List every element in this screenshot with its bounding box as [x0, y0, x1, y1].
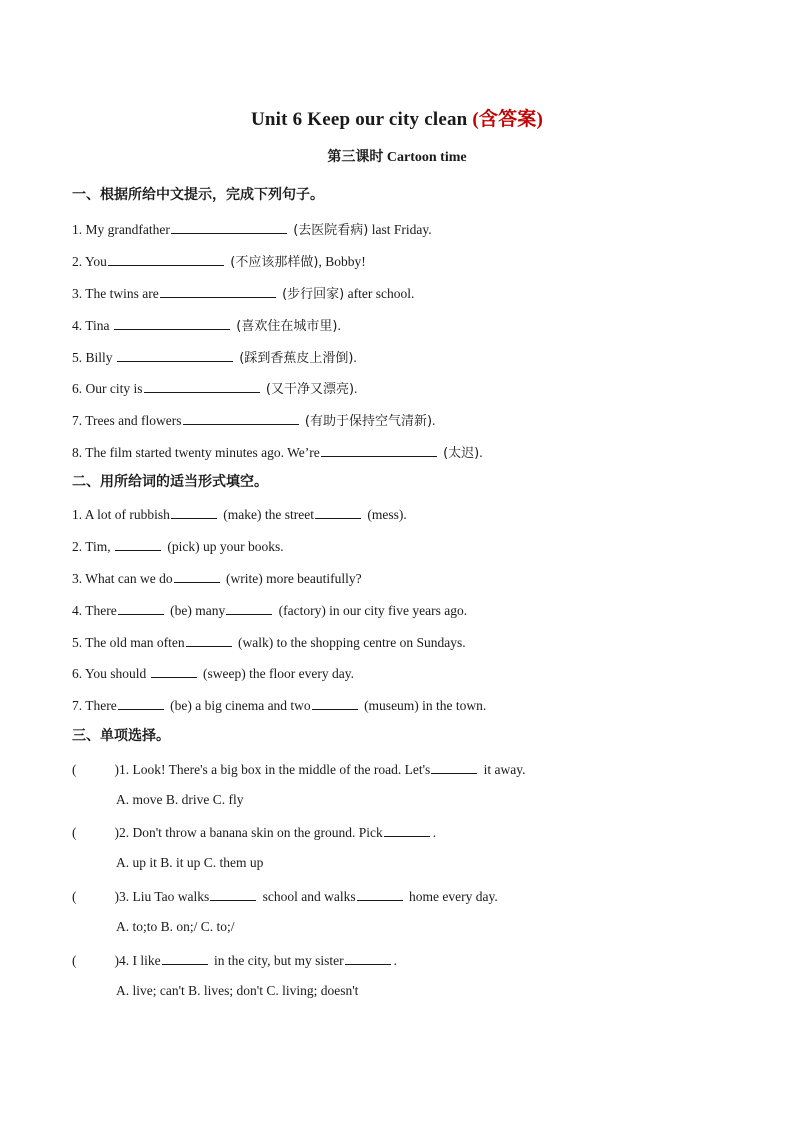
s1-item-text: 6. Our city is — [72, 381, 143, 396]
answer-blank[interactable] — [151, 664, 197, 678]
s2-item-text: 3. What can we do — [72, 571, 173, 586]
s2-item-text: (be) a big cinema and two — [170, 698, 311, 713]
answer-blank[interactable] — [144, 379, 260, 393]
s3-question-text: 4. I like — [119, 953, 161, 968]
s3-question-tail: . — [432, 825, 437, 840]
s1-item-tail: . — [354, 381, 358, 396]
section1-heading: 一、根据所给中文提示，完成下列句子。 — [72, 187, 324, 203]
s3-question-text: 1. Look! There's a big box in the middle of the road. Let's — [119, 762, 431, 777]
s1-item-tail: . — [479, 445, 483, 460]
s3-question-tail: home every day. — [405, 889, 498, 904]
s3-question-text: in the city, but my sister — [210, 953, 344, 968]
s2-item-text: 2. Tim, — [72, 539, 115, 554]
answer-paren-close: ) — [114, 889, 119, 904]
s2-item-4 — [72, 601, 467, 619]
s3-question-3 — [72, 887, 498, 905]
answer-paren-open: ( — [72, 889, 77, 904]
s1-item-tail: last Friday. — [368, 222, 432, 237]
s2-item-7 — [72, 696, 486, 714]
s1-item-hint: (不应该那样做) — [230, 255, 319, 270]
s3-options-4: A. live; can't B. lives; don't C. living; doesn't — [116, 983, 359, 998]
s2-item-text: 6. You should — [72, 666, 150, 681]
s1-item-tail: . — [353, 350, 357, 365]
answer-blank[interactable] — [210, 887, 256, 901]
section2-heading: 二、用所给词的适当形式填空。 — [72, 474, 268, 490]
s1-item-5 — [72, 347, 357, 366]
s1-item-4 — [72, 315, 341, 334]
answer-blank[interactable] — [226, 601, 272, 615]
s3-question-4 — [72, 951, 397, 969]
s2-item-2 — [72, 537, 284, 555]
s1-item-hint: (有助于保持空气清新) — [304, 414, 433, 429]
s1-item-8 — [72, 442, 483, 461]
answer-blank[interactable] — [118, 696, 164, 710]
answer-blank[interactable] — [118, 601, 164, 615]
answer-blank[interactable] — [171, 220, 287, 234]
answer-blank[interactable] — [117, 348, 233, 362]
s1-item-7 — [72, 410, 435, 429]
s2-item-text: (pick) up your books. — [167, 539, 284, 554]
s2-item-text: (mess). — [367, 507, 407, 522]
answer-blank[interactable] — [384, 823, 430, 837]
s3-question-2 — [72, 823, 436, 841]
s1-item-6 — [72, 378, 357, 397]
s1-item-text: 4. Tina — [72, 318, 113, 333]
s1-item-hint: (去医院看病) — [293, 223, 369, 238]
s2-item-text: (be) many — [170, 603, 226, 618]
s1-item-hint: (步行回家) — [282, 287, 345, 302]
answer-paren-close: ) — [114, 762, 119, 777]
s3-options-2: A. up it B. it up C. them up — [116, 855, 264, 870]
s1-item-text: 1. My grandfather — [72, 222, 170, 237]
s1-item-hint: (喜欢住在城市里) — [236, 319, 338, 334]
s1-item-text: 8. The film started twenty minutes ago. We’re — [72, 445, 320, 460]
answer-blank[interactable] — [174, 569, 220, 583]
section3-heading: 三、单项选择。 — [72, 728, 170, 744]
s1-item-hint: (踩到香蕉皮上滑倒) — [239, 351, 354, 366]
s3-options-1: A. move B. drive C. fly — [116, 792, 244, 807]
answer-paren-open: ( — [72, 953, 77, 968]
s3-question-text: 3. Liu Tao walks — [119, 889, 210, 904]
s1-item-text: 3. The twins are — [72, 286, 159, 301]
answer-blank[interactable] — [186, 633, 232, 647]
answer-blank[interactable] — [171, 505, 217, 519]
s2-item-text: (sweep) the floor every day. — [203, 666, 354, 681]
answer-blank[interactable] — [160, 284, 276, 298]
answer-blank[interactable] — [345, 951, 391, 965]
answer-paren-close: ) — [114, 825, 119, 840]
s1-item-tail: , Bobby! — [318, 254, 366, 269]
answer-blank[interactable] — [315, 505, 361, 519]
s2-item-text: (factory) in our city five years ago. — [278, 603, 468, 618]
answer-blank[interactable] — [114, 316, 230, 330]
s1-item-tail: . — [337, 318, 341, 333]
s2-item-text: 7. There — [72, 698, 117, 713]
answer-blank[interactable] — [115, 537, 161, 551]
answer-paren-open: ( — [72, 825, 77, 840]
s2-item-text: 4. There — [72, 603, 117, 618]
s2-item-6 — [72, 664, 354, 682]
answer-blank[interactable] — [321, 443, 437, 457]
s1-item-hint: (太迟) — [443, 446, 480, 461]
s1-item-text: 7. Trees and flowers — [72, 413, 182, 428]
title-answer-note: (含答案) — [472, 109, 544, 130]
s2-item-text: (make) the street — [223, 507, 314, 522]
title-main: Unit 6 Keep our city clean — [250, 109, 468, 130]
answer-blank[interactable] — [312, 696, 358, 710]
s2-item-1 — [72, 505, 407, 523]
s2-item-text: (write) more beautifully? — [225, 571, 362, 586]
page-title — [0, 104, 794, 131]
answer-blank[interactable] — [108, 252, 224, 266]
s1-item-tail: after school. — [344, 286, 415, 301]
s3-question-tail: . — [393, 953, 397, 968]
s1-item-text: 2. You — [72, 254, 107, 269]
s1-item-3 — [72, 283, 414, 302]
s3-question-tail: it away. — [480, 762, 526, 777]
answer-blank[interactable] — [431, 760, 477, 774]
s3-question-text: 2. Don't throw a banana skin on the ground. Pick — [119, 825, 383, 840]
s3-options-3: A. to;to B. on;/ C. to;/ — [116, 919, 235, 934]
s1-item-tail: . — [432, 413, 436, 428]
s2-item-3 — [72, 569, 362, 587]
s2-item-text: 5. The old man often — [72, 635, 185, 650]
answer-paren-open: ( — [72, 762, 77, 777]
answer-blank[interactable] — [162, 951, 208, 965]
s1-item-text: 5. Billy — [72, 350, 116, 365]
s2-item-5 — [72, 633, 466, 651]
s3-question-text: school and walks — [259, 889, 356, 904]
s1-item-hint: (又干净又漂亮) — [265, 382, 355, 397]
answer-paren-close: ) — [114, 953, 119, 968]
s1-item-1 — [72, 219, 432, 238]
s2-item-text: (museum) in the town. — [364, 698, 487, 713]
answer-blank[interactable] — [357, 887, 403, 901]
s1-item-2 — [72, 251, 366, 270]
s2-item-text: (walk) to the shopping centre on Sundays. — [237, 635, 466, 650]
lesson-subtitle: 第三课时 Cartoon time — [327, 150, 467, 165]
s2-item-text: 1. A lot of rubbish — [72, 507, 170, 522]
s3-question-1 — [72, 760, 526, 778]
answer-blank[interactable] — [183, 411, 299, 425]
